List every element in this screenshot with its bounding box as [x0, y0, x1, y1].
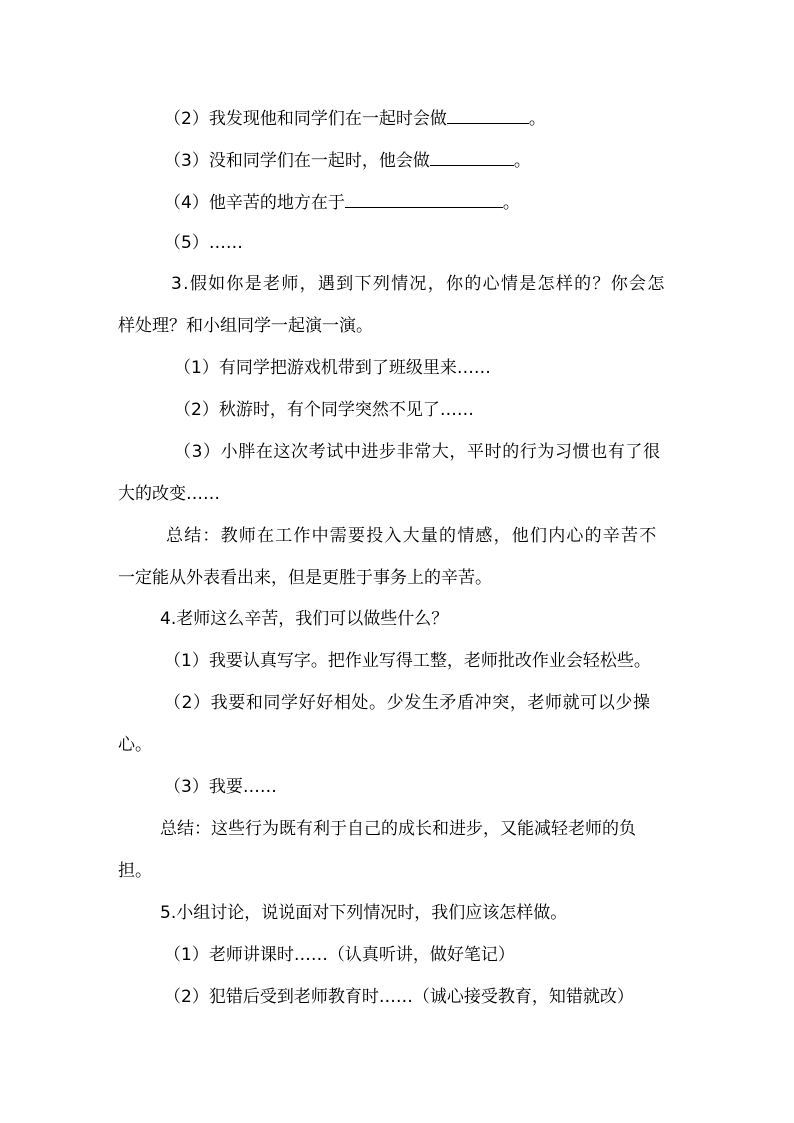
section-3-heading-cont: 样处理？和小组同学一起演一演。 — [118, 316, 373, 336]
question-3-suffix: 。 — [513, 151, 531, 171]
question-4-text: （4）他辛苦的地方在于 — [164, 193, 345, 213]
question-2-line — [164, 105, 546, 131]
question-4-suffix: 。 — [502, 193, 520, 213]
question-4-blank — [345, 189, 503, 208]
situation-3-cont: 大的改变…… — [118, 484, 220, 504]
question-3-text: （3）没和同学们在一起时，他会做 — [164, 151, 430, 171]
summary-2: 总结：这些行为既有利于自己的成长和进步，又能减轻老师的负 — [160, 819, 636, 839]
question-2-blank — [447, 105, 529, 124]
situation-3: （3）小胖在这次考试中进步非常大，平时的行为习惯也有了很 — [174, 442, 661, 462]
situation-1: （1）有同学把游戏机带到了班级里来…… — [174, 358, 491, 378]
situation-2: （2）秋游时，有个同学突然不见了…… — [174, 400, 474, 420]
action-2-cont: 心。 — [118, 735, 152, 755]
discussion-2: （2）犯错后受到老师教育时……（诚心接受教育，知错就改） — [164, 987, 634, 1007]
summary-2-cont: 担。 — [118, 861, 152, 881]
discussion-1: （1）老师讲课时……（认真听讲，做好笔记） — [164, 945, 515, 965]
action-2: （2）我要和同学好好相处。少发生矛盾冲突，老师就可以少操 — [164, 693, 651, 713]
section-4-heading: 4.老师这么辛苦，我们可以做些什么？ — [160, 609, 449, 629]
section-5-heading: 5.小组讨论，说说面对下列情况时，我们应该怎样做。 — [160, 903, 568, 923]
summary-1-cont: 一定能从外表看出来，但是更胜于事务上的辛苦。 — [118, 568, 492, 588]
section-3-heading: 3.假如你是老师，遇到下列情况，你的心情是怎样的？你会怎 — [171, 274, 666, 294]
action-3: （3）我要…… — [164, 777, 277, 797]
question-2-suffix: 。 — [528, 109, 546, 129]
question-4-line — [164, 189, 520, 215]
question-2-text: （2）我发现他和同学们在一起时会做 — [164, 109, 447, 129]
action-1: （1）我要认真写字。把作业写得工整，老师批改作业会轻松些。 — [164, 651, 651, 671]
question-5-line: （5）…… — [164, 233, 243, 253]
question-3-line — [164, 147, 531, 173]
summary-1: 总结：教师在工作中需要投入大量的情感，他们内心的辛苦不 — [166, 526, 658, 546]
question-3-blank — [430, 147, 514, 166]
